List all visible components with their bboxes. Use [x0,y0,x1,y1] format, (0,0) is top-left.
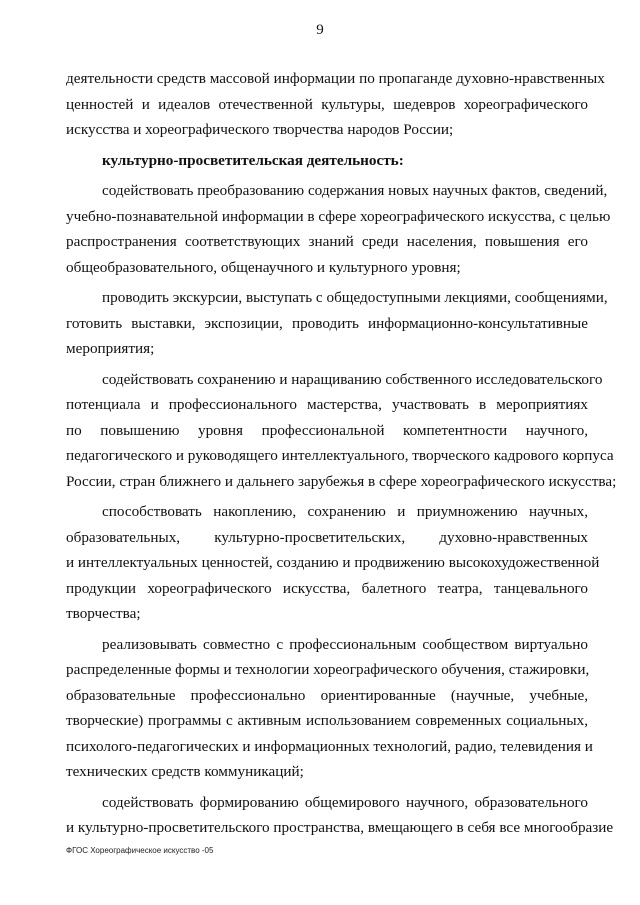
text-line: и культурно-просветительского пространства, вмещающего в себя все многообразие [66,819,614,836]
text-line: и интеллектуальных ценностей, созданию и продвижению высокохудожественной [66,554,600,571]
page-number: 9 [316,22,324,38]
text-line: творчества; [66,605,141,622]
text-line: потенциала и профессионального мастерства, участвовать в мероприятиях [66,396,588,413]
text-line: способствовать накоплению, сохранению и приумножению научных, [102,503,588,520]
text-line: России, стран ближнего и дальнего зарубежья в сфере хореографического искусства; [66,472,617,490]
text-line: ценностей и идеалов отечественной культуры, шедевров хореографического [66,95,588,113]
text-line: творческие) программы с активным использованием современных социальных, [66,712,588,729]
text-line: педагогического и руководящего интеллектуального, творческого кадрового корпуса [66,447,614,464]
document-footer: ФГОС Хореографическое искусство -05 [66,846,214,855]
text-line: распределенные формы и технологии хореографического обучения, стажировки, [66,661,590,678]
text-line: образовательные профессионально ориентированные (научные, учебные, [66,686,588,704]
text-line: реализовывать совместно с профессиональным сообществом виртуально [102,635,588,653]
text-line: по повышению уровня профессиональной компетентности научного, [66,421,588,439]
text-line: содействовать сохранению и наращиванию собственного исследовательского [102,370,603,388]
text-line: общеобразовательного, общенаучного и культурного уровня; [66,258,461,276]
text-line: деятельности средств массовой информации по пропаганде духовно-нравственных [66,70,605,87]
text-line: искусства и хореографического творчества народов России; [66,121,454,138]
text-line: мероприятия; [66,340,155,357]
document-body [66,66,617,841]
text-line: психолого-педагогических и информационных технологий, радио, телевидения и [66,737,593,755]
text-line: образовательных, культурно-просветительских, духовно-нравственных [66,528,588,546]
text-line: распространения соответствующих знаний среди населения, повышения его [66,233,588,250]
text-line: готовить выставки, экспозиции, проводить информационно-консультативные [66,314,588,332]
text-line: продукции хореографического искусства, балетного театра, танцевального [66,579,588,597]
section-heading: культурно-просветительская деятельность: [102,151,404,169]
text-line: технических средств коммуникаций; [66,763,304,780]
text-line: содействовать преобразованию содержания новых научных фактов, сведений, [102,182,608,199]
text-line: содействовать формированию общемирового научного, образовательного [102,793,588,811]
text-line: проводить экскурсии, выступать с общедоступными лекциями, сообщениями, [102,289,608,306]
text-line: учебно-познавательной информации в сфере хореографического искусства, с целью [66,207,611,225]
